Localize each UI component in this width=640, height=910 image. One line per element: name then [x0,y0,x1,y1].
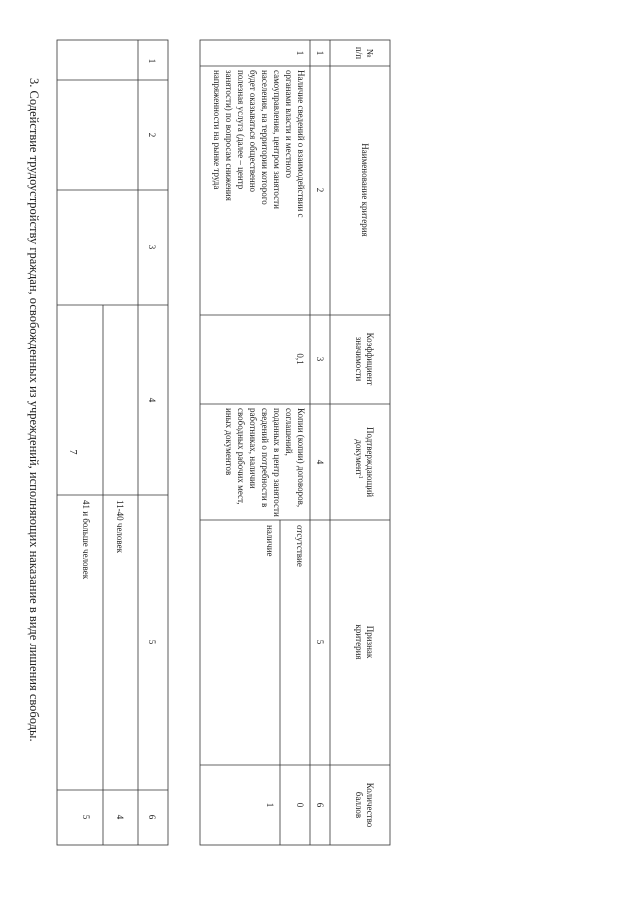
top-header-1: 1 [147,58,157,64]
index-3: 3 [315,356,325,362]
page-number: 7 [67,449,78,455]
row-name-line: будет оказываться общественно [248,70,258,193]
header-score-2: баллов [354,791,364,819]
top-header-5: 5 [147,639,157,645]
header-score-1: Количество [365,782,375,828]
header-doc-footnote: 1 [357,475,363,479]
row-score-absent: 0 [295,802,305,808]
header-coef-2: значимости [354,336,364,382]
row-doc-line: соглашений, [284,408,294,456]
top-header-4: 4 [147,397,157,403]
header-sign-2: критерия [354,624,364,660]
row-name-line: занятости) по вопросам снижения [224,70,234,201]
top-header-3: 3 [147,244,157,250]
rotated-content [0,40,390,848]
header-sign-1: Признак [365,625,375,659]
row-doc-line: Копии (копии) договоров, [296,408,306,508]
header-name: Наименование критерия [360,143,370,237]
row-name-line: Наличие сведений о взаимодействии с [296,70,306,218]
top-header-6: 6 [147,814,157,820]
row-name-line: напряженности на рынке труда [212,70,222,190]
row-name-line: полезная услуга (далее – центр [236,70,246,190]
row-name-line: населения, на территории которого [260,70,270,205]
row-score-present: 1 [265,802,275,808]
index-6: 6 [315,802,325,808]
row-doc-line: работниках, наличии [248,408,258,489]
header-num-2: п/п [354,46,364,60]
header-doc-2: документ$^1$ [354,439,364,479]
top-row-2-score: 5 [81,814,91,820]
index-5: 5 [315,639,325,645]
row-name-line: органами власти и местного [284,70,294,179]
top-row-1-score: 4 [115,814,125,820]
row-doc-line: поданных в центр занятости [272,408,282,517]
top-row-2-criterion: 41 и больше человек [81,500,91,580]
section-text [0,40,41,848]
index-1: 1 [315,50,325,56]
row-doc-line: свободных рабочих мест, [236,408,246,505]
row-document [224,408,306,517]
row-doc-line: иных документов [224,408,234,476]
row-sign-absent: отсутствие [295,525,305,567]
section-heading: 3. Содействие трудоустройству граждан, освобожденных из учреждений, исполняющих наказание в виде лишения свободы. [27,78,41,742]
top-row-1-criterion: 11-40 человек [115,500,125,553]
top-table [57,40,168,845]
row-criterion-name [212,70,306,218]
row-coef: 0,1 [295,353,305,365]
criteria-table [200,40,390,845]
header-num-1: № [365,48,375,58]
row-sign-present: наличие [265,525,275,557]
row-doc-line: сведений о потребности в [260,408,270,508]
row-num: 1 [295,50,305,56]
row-name-line: самоуправления, центром занятости [272,70,282,209]
index-4: 4 [315,459,325,465]
header-coef-1: Коэффициент [365,332,375,386]
top-header-2: 2 [147,132,157,138]
index-2: 2 [315,187,325,193]
header-doc-1: Подтверждающий [365,426,375,498]
